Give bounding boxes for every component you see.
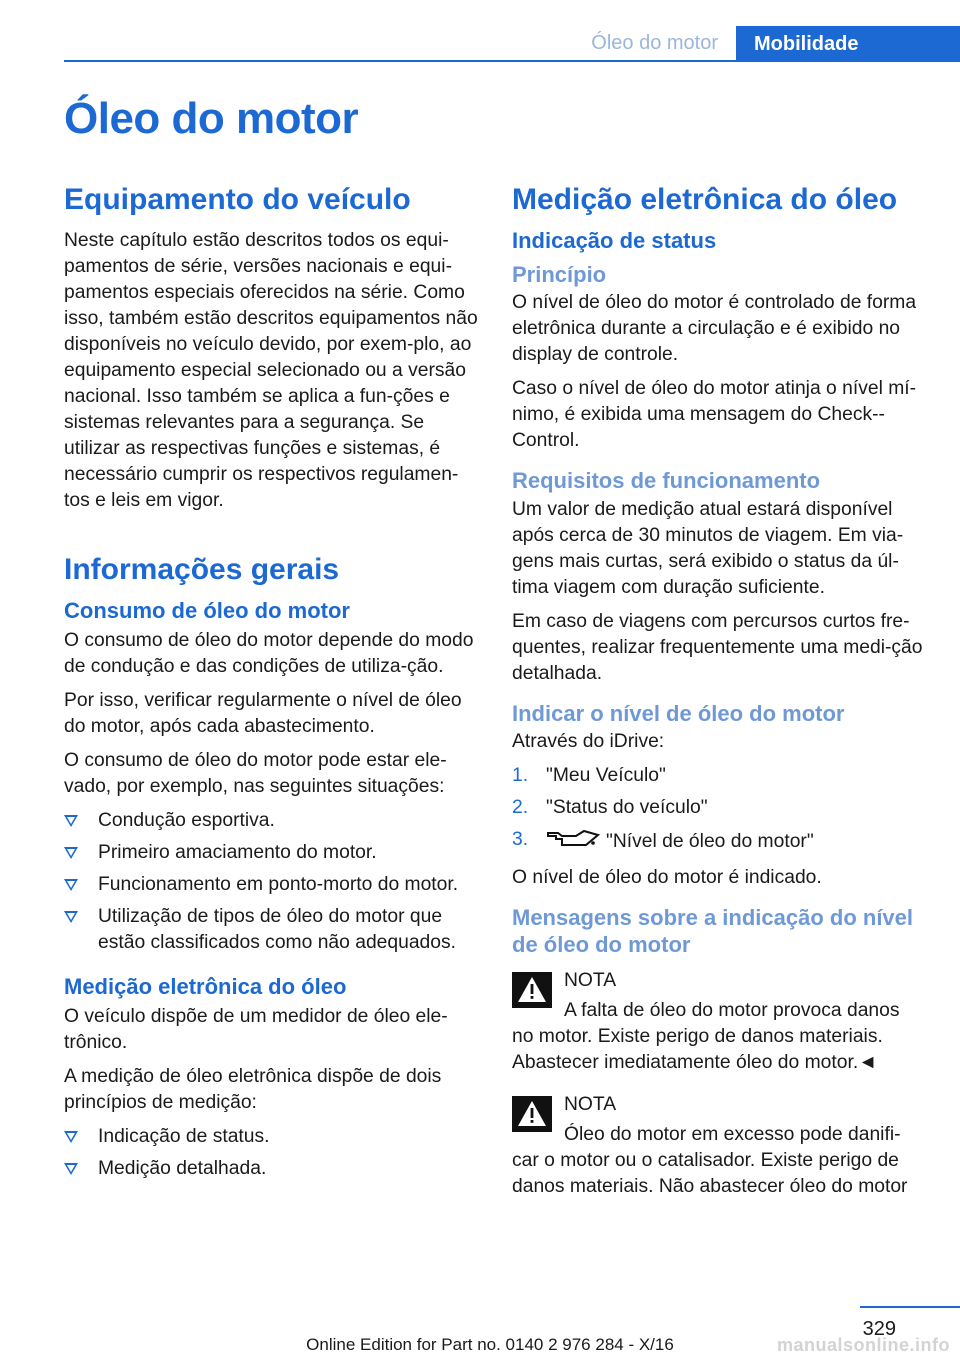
requirements-paragraph-1: Um valor de medição atual estará disponível após cerca de 30 minutos de viagem. Em via-gens mais curtas, será exibido o status da úl-tima viagem com duração suficiente.: [512, 498, 904, 598]
step-number: 2.: [512, 797, 529, 819]
step-text: "Status do veículo": [546, 797, 708, 819]
heading-electronic-measurement: Medição eletrônica do óleo: [64, 973, 347, 999]
list-item: [512, 795, 932, 821]
bullet-triangle-icon: [64, 815, 78, 827]
consumption-situations-list: [64, 808, 480, 956]
list-item: [64, 872, 480, 898]
page-title: Óleo do motor: [64, 94, 359, 143]
heading-messages: Mensagens sobre a indicação do nível de óleo do motor: [512, 905, 914, 957]
heading-principle: Princípio: [512, 261, 607, 287]
consumption-paragraph-1: O consumo de óleo do motor depende do modo de condução e das condições de utiliza-ção.: [64, 629, 474, 677]
vehicle-equipment-text: Neste capítulo estão descritos todos os equi-pamentos de série, versões nacionais e equi-pamentos especiais oferecidos na série. Como isso, também estão descritos equipamentos não disponíveis no veículo devido, por exem-plo, ao equipamento especial selecionado ou a versão nacional. Isso também se aplica a fun-ções e sistemas relevantes para a segurança. Se utilizar as respectivas funções e sistemas, é necessário cumprir os respectivos regulamen-tos e leis em vigor.: [64, 230, 478, 511]
consumption-paragraph-3: O consumo de óleo do motor pode estar ele-vado, por exemplo, nas seguintes situações:: [64, 749, 447, 797]
warning-note: [512, 1092, 932, 1200]
electronic-paragraph-2: A medição de óleo eletrônica dispõe de dois princípios de medição:: [64, 1065, 442, 1113]
step-number: 1.: [512, 765, 529, 787]
list-item: [64, 1156, 480, 1182]
list-item: [512, 827, 932, 857]
measurement-principles-list: [64, 1124, 480, 1182]
note-label: NOTA: [564, 1093, 617, 1115]
warning-icon: [512, 972, 552, 1008]
electronic-paragraph-1: O veículo dispõe de um medidor de óleo ele-trônico.: [64, 1005, 448, 1053]
list-item-text: Funcionamento em ponto-morto do motor.: [98, 873, 459, 895]
list-item: [64, 904, 480, 956]
header-section-title: Óleo do motor: [573, 26, 736, 60]
footer-rule: [860, 1306, 960, 1308]
idrive-steps-list: [512, 763, 932, 857]
edition-footer: Online Edition for Part no. 0140 2 976 284 - X/16: [306, 1335, 674, 1354]
consumption-paragraph-2: Por isso, verificar regularmente o nível de óleo do motor, após cada abastecimento.: [64, 689, 462, 737]
left-column: [64, 182, 480, 1190]
list-item-text: Primeiro amaciamento do motor.: [98, 841, 377, 863]
step-text: "Meu Veículo": [546, 765, 666, 787]
list-item-text: Condução esportiva.: [98, 809, 275, 831]
principle-paragraph-2: Caso o nível de óleo do motor atinja o nível mí-nimo, é exibida uma mensagem do Check--Control.: [512, 378, 917, 452]
heading-requirements: Requisitos de funcionamento: [512, 468, 821, 494]
requirements-paragraph-2: Em caso de viagens com percursos curtos fre-quentes, realizar frequentemente uma medi-ção detalhada.: [512, 610, 923, 684]
warning-icon: [512, 1096, 552, 1132]
heading-electronic-oil-measurement: Medição eletrônica do óleo: [512, 183, 898, 216]
header-chapter-tab: Mobilidade: [736, 26, 960, 62]
note-text: [512, 998, 932, 1076]
page-number: 329: [862, 1318, 896, 1340]
note-text-first-line: Óleo do motor em excesso pode danifi-: [564, 1123, 901, 1145]
step-number: 3.: [512, 829, 529, 851]
bullet-triangle-icon: [64, 847, 78, 859]
bullet-triangle-icon: [64, 879, 78, 891]
header-rule: [64, 60, 960, 62]
list-item: [512, 763, 932, 789]
oil-can-icon: [546, 827, 600, 857]
bullet-triangle-icon: [64, 1131, 78, 1143]
heading-general-info: Informações gerais: [64, 553, 340, 586]
note-label: NOTA: [564, 969, 617, 991]
list-item-text: Medição detalhada.: [98, 1157, 267, 1179]
warning-note: [512, 968, 932, 1076]
bullet-triangle-icon: [64, 911, 78, 923]
note-text: [512, 1122, 932, 1200]
note-text-first-line: A falta de óleo do motor provoca danos: [564, 999, 900, 1021]
note-text-rest: no motor. Existe perigo de danos materiais. Abastecer imediatamente óleo do motor.◄: [512, 1025, 883, 1073]
list-item: [64, 808, 480, 834]
list-item-text: Utilização de tipos de óleo do motor que estão classificados como não adequados.: [98, 905, 457, 953]
indicate-result: O nível de óleo do motor é indicado.: [512, 867, 822, 889]
note-text-rest: car o motor ou o catalisador. Existe perigo de danos materiais. Não abastecer óleo do motor: [512, 1149, 908, 1197]
principle-paragraph-1: O nível de óleo do motor é controlado de forma eletrônica durante a circulação e é exibido no display de controle.: [512, 292, 917, 366]
bullet-triangle-icon: [64, 1163, 78, 1175]
right-column: [512, 182, 932, 1200]
heading-vehicle-equipment: Equipamento do veículo: [64, 183, 411, 216]
list-item-text: Indicação de status.: [98, 1125, 270, 1147]
list-item: [64, 840, 480, 866]
watermark: manualsonline.info: [776, 1335, 950, 1355]
heading-indicate-oil-level: Indicar o nível de óleo do motor: [512, 700, 845, 726]
step-text: "Nível de óleo do motor": [606, 831, 814, 853]
list-item: [64, 1124, 480, 1150]
indicate-intro: Através do iDrive:: [512, 731, 665, 753]
heading-oil-consumption: Consumo de óleo do motor: [64, 598, 350, 623]
heading-status-indication: Indicação de status: [512, 228, 717, 253]
